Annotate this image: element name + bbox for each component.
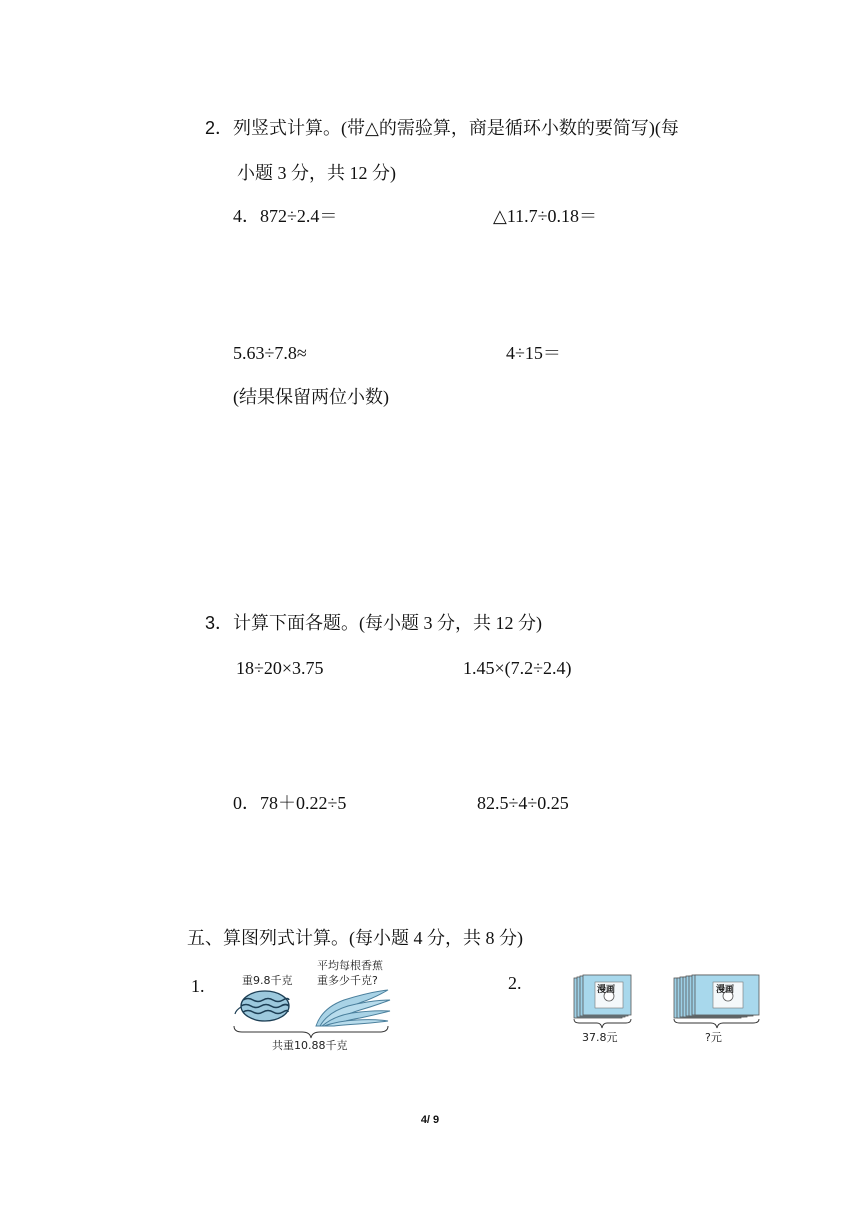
book-stack-large-icon: [673, 974, 763, 1020]
q3-item-1: 18÷20×3.75: [236, 658, 324, 678]
left-price-label: 37.8元: [582, 1031, 618, 1044]
q2-item-4: 4÷15＝: [506, 343, 561, 363]
q3-item-3: 0．78＋0.22÷5: [233, 793, 347, 813]
brace-large: [673, 1019, 763, 1029]
total-brace: [232, 1025, 392, 1039]
p2-number: 2.: [508, 973, 522, 993]
q2-note: (结果保留两位小数): [233, 387, 389, 407]
page-number: 4/ 9: [420, 1114, 440, 1126]
banana-label-2: 重多少千克?: [317, 974, 378, 987]
bananas-icon: [312, 988, 392, 1028]
book-title-large: 漫画: [716, 985, 735, 995]
total-label: 共重10.88千克: [272, 1039, 348, 1052]
q2-title-line1: 2．列竖式计算。(带△的需验算，商是循环小数的要简写)(每: [205, 118, 679, 138]
section5-title: 五、算图列式计算。(每小题 4 分，共 8 分): [187, 928, 523, 948]
brace-small: [573, 1019, 633, 1029]
q2-number: 2: [205, 118, 216, 138]
book-stack-small-icon: [573, 974, 633, 1020]
book-title-small: 漫画: [597, 985, 616, 995]
watermelon-label: 重9.8千克: [242, 974, 293, 987]
banana-label-1: 平均每根香蕉: [317, 959, 383, 972]
q3-number: 3: [205, 613, 216, 633]
watermelon-icon: [234, 990, 294, 1024]
q3-item-4: 82.5÷4÷0.25: [477, 793, 569, 813]
q2-item-2: △11.7÷0.18＝: [493, 206, 598, 226]
q3-item-2: 1.45×(7.2÷2.4): [463, 658, 572, 678]
right-price-label: ?元: [705, 1031, 722, 1044]
q3-title: 3．计算下面各题。(每小题 3 分，共 12 分): [205, 613, 543, 633]
q2-title-line2: 小题 3 分，共 12 分): [237, 163, 396, 183]
p1-number: 1.: [191, 976, 205, 996]
q2-item-1: 4．872÷2.4＝: [233, 206, 338, 226]
q2-item-3: 5.63÷7.8≈: [233, 343, 307, 363]
